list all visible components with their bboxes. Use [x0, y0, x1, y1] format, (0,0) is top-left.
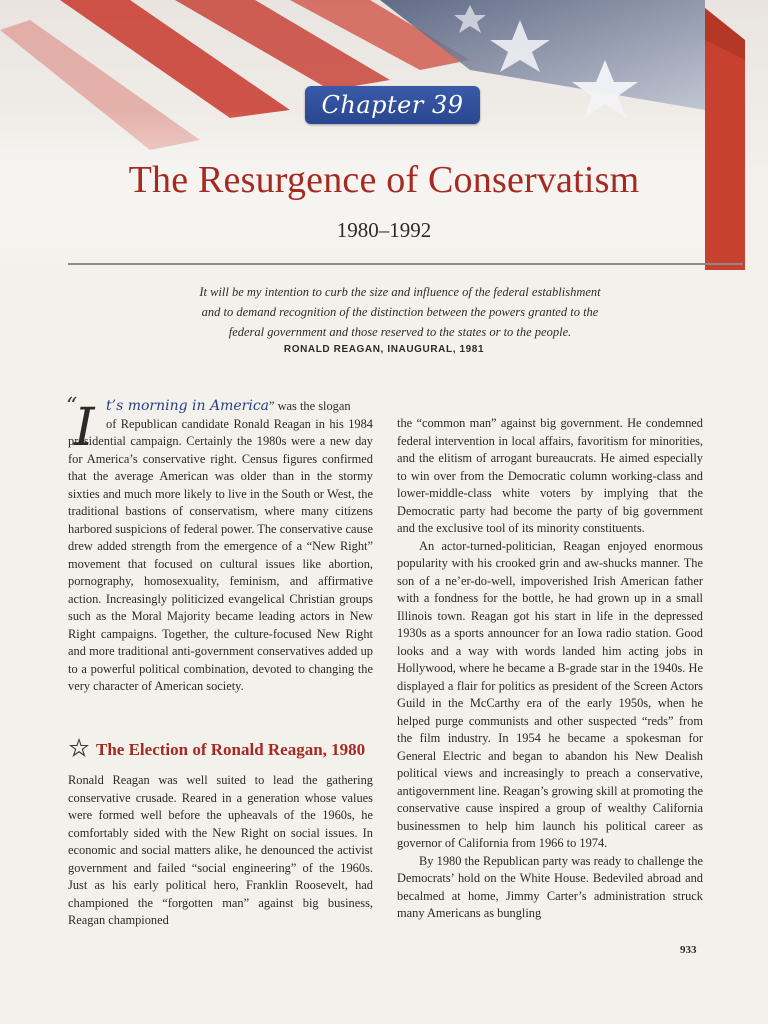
epigraph-line: and to demand recognition of the distinction between the powers granted to the	[201, 305, 599, 319]
paragraph-text: An actor-turned-politician, Reagan enjoyed enormous popularity with his crooked grin and aw-shucks manner. The son of a ne’er-do-well, impoverished Irish American father with a fondness for the bottle, he had grown up in a small Illinois town. Reagan got his start in life in the depressed 1930s as a sports announcer for an Iowa radio station. Good looks and a way with words landed him acting jobs in Hollywood, where he became a B-grade star in the 1940s. He displayed a flair for politics as president of the Screen Actors Guild in the McCarthy era of the early 1950s, when he helped purge communists and other suspected “reds” from the film industry. In 1954 he became a spokesman for General Electric and began to abandon his New Dealish political views and increasingly to preach a conservative, antigovernment line. Reagan’s growing skill at promoting the conservative cause inspired a group of wealthy California businessmen to help him launch his political career as governor of California from 1966 to 1974.	[397, 538, 703, 850]
slogan-tail: ” was the slogan	[269, 399, 351, 413]
chapter-badge: Chapter 39	[305, 86, 480, 124]
intro-paragraph	[68, 398, 373, 696]
drop-quote-mark: “	[66, 394, 78, 419]
paragraph-text: the “common man” against big government. He condemned federal intervention in local affairs, favoritism for minorities, and the elitism of arrogant bureaucrats. He aimed especially to win over from the Democratic column working-class and lower-middle-class white voters by implying that the Democratic party had become the party of big government and the exclusive tool of its minority constituents.	[397, 416, 703, 535]
page-number: 933	[680, 944, 697, 956]
paragraph-text: Ronald Reagan was well suited to lead the gathering conservative crusade. Reared in a generation whose values were formed well before the upheavals of the 1960s, he comfortably sided with the New Right on social issues. In economic and social matters alike, he denounced the activist government and failed “social engineering” of the 1960s. Just as his early political hero, Franklin Roosevelt, had championed the “forgotten man” against big business, Reagan championed	[68, 773, 373, 927]
slogan-phrase: t’s morning in America	[106, 398, 270, 414]
intro-body: 1984 presidential campaign. Certainly the 1980s were a new day for America’s conservative right. Census figures confirmed that the average American was older than in the stormy sixties and much more likely to live in the South or West, the traditional bastions of conservatism, where many citizens harbored suspicions of federal power. The conservative cause drew added strength from the emergence of a “New Right” movement that focused on cultural issues like abortion, pornography, homosexuality, feminism, and affirmative action. Increasingly politicized evangelical Christian groups such as the Moral Majority became leading actors in New Right campaigns. Together, the culture-focused New Right and more traditional anti-government conservatives added up to a powerful political combination, devoted to changing the very character of American society.	[68, 416, 373, 693]
intro-line-2: of Republican candidate Ronald Reagan in his	[106, 416, 344, 431]
star-icon	[68, 738, 90, 758]
right-column	[397, 415, 703, 923]
paragraph-text: By 1980 the Republican party was ready to challenge the Democrats’ hold on the White House. Bedeviled abroad and becalmed at home, Jimmy Carter’s administration struck many Americans as bungling	[397, 853, 703, 920]
epigraph	[120, 282, 680, 342]
left-column-paragraph	[68, 772, 373, 930]
epigraph-line: It will be my intention to curb the size and influence of the federal establishment	[199, 285, 601, 299]
drop-cap-letter: I	[74, 398, 95, 458]
epigraph-attribution: RONALD REAGAN, INAUGURAL, 1981	[283, 344, 485, 355]
section-heading-text: The Election of Ronald Reagan, 1980	[96, 740, 366, 759]
chapter-years: 1980–1992	[336, 218, 432, 242]
title-rule	[68, 263, 743, 265]
chapter-title: The Resurgence of Conservatism	[128, 159, 640, 201]
epigraph-line: federal government and those reserved to the states or to the people.	[228, 325, 572, 339]
section-heading	[68, 738, 378, 760]
